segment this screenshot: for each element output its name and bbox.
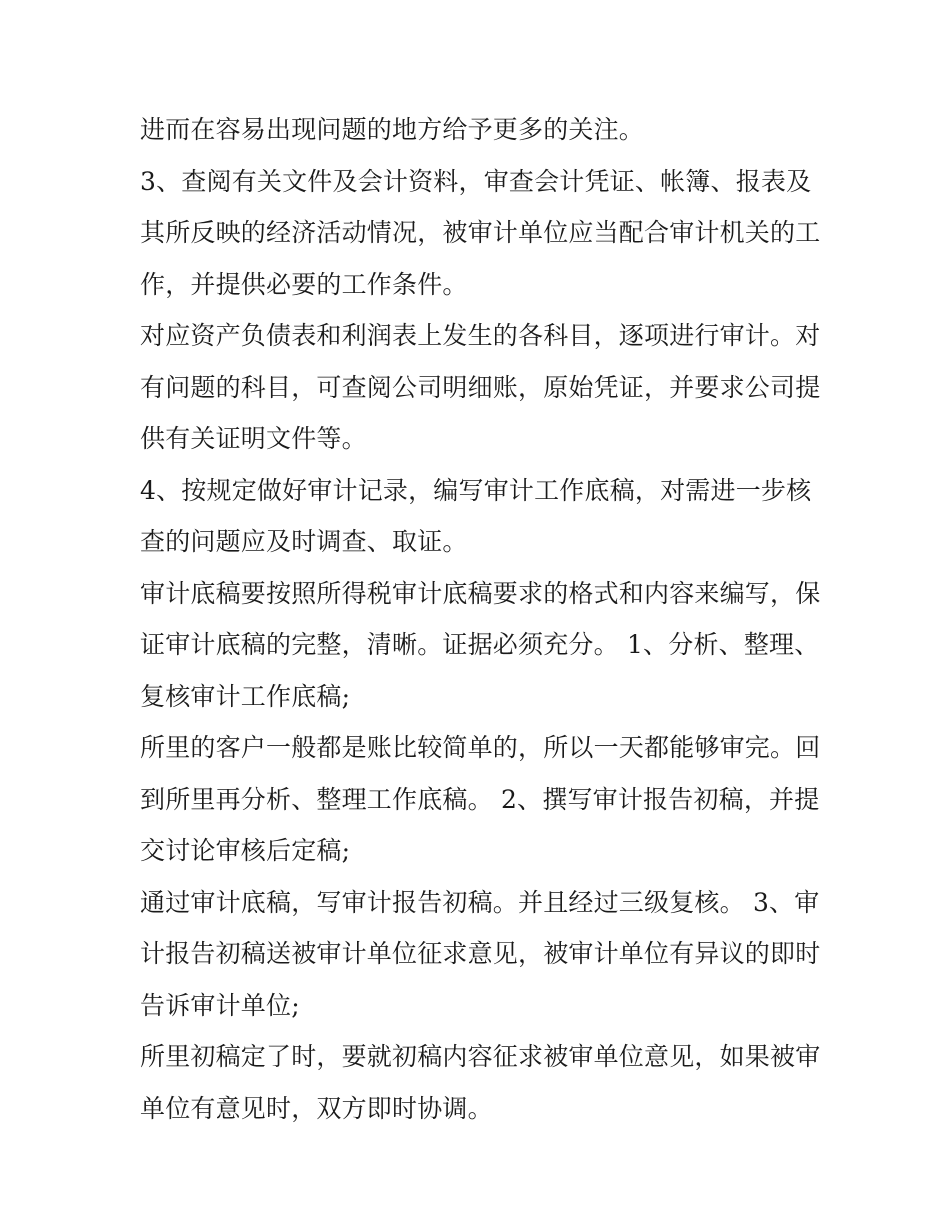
- text-line: 到所里再分析、整理工作底稿。 2、撰写审计报告初稿，并提: [140, 784, 820, 814]
- text-line: 通过审计底稿，写审计报告初稿。并且经过三级复核。 3、审: [140, 887, 820, 917]
- text-line: 4、按规定做好审计记录，编写审计工作底稿，对需进一步核: [140, 475, 812, 505]
- text-line: 计报告初稿送被审计单位征求意见，被审计单位有异议的即时: [140, 939, 821, 968]
- text-line: 作，并提供必要的工作条件。: [140, 269, 468, 299]
- text-line: 所里的客户一般都是账比较简单的，所以一天都能够审完。回: [140, 733, 821, 762]
- text-line: 供有关证明文件等。: [140, 424, 367, 453]
- text-line: 有问题的科目，可查阅公司明细账，原始凭证，并要求公司提: [140, 372, 821, 402]
- text-line: 证审计底稿的完整，清晰。证据必须充分。 1、分析、整理、: [140, 630, 820, 659]
- text-line: 所里初稿定了时，要就初稿内容征求被审单位意见，如果被审: [140, 1042, 821, 1071]
- text-line: 复核审计工作底稿;: [140, 681, 351, 711]
- text-line: 告诉审计单位;: [140, 990, 300, 1020]
- text-line: 单位有意见时，双方即时协调。: [140, 1093, 493, 1123]
- text-line: 审计底稿要按照所得税审计底稿要求的格式和内容来编写，保: [140, 578, 821, 608]
- text-line: 进而在容易出现问题的地方给予更多的关注。: [140, 115, 645, 144]
- text-line: 3、查阅有关文件及会计资料，审查会计凭证、帐簿、报表及: [140, 166, 812, 196]
- text-line: 其所反映的经济活动情况，被审计单位应当配合审计机关的工: [140, 218, 821, 247]
- text-line: 查的问题应及时调查、取证。: [140, 527, 468, 556]
- text-line: 对应资产负债表和利润表上发生的各科目，逐项进行审计。对: [140, 321, 821, 350]
- text-line: 交讨论审核后定稿;: [140, 836, 351, 865]
- document-body: [140, 104, 820, 1134]
